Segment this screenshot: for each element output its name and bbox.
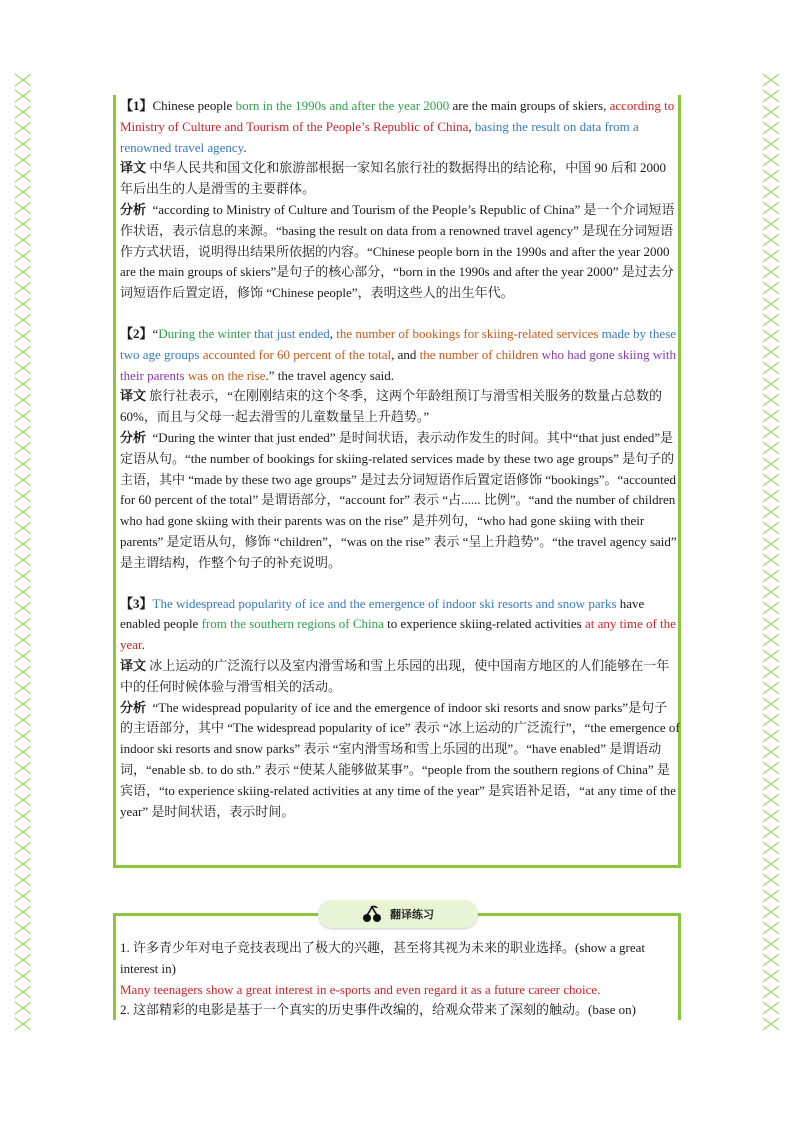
analysis-section-2 (120, 324, 680, 574)
section-number: 【2】 (120, 325, 153, 341)
right-decorative-border (760, 72, 782, 1032)
translation-paragraph (120, 158, 680, 200)
analysis-text: “according to Ministry of Culture and Tourism of the People’s Republic of China” 是一个介词短语作状语，表示信息的来源。“basing the result on data from a renowned travel agency” 是现在分词短语作方式状语，说明得出结果所依据的内容。“Chinese people born in the 1990s and after the year 2000 are the main groups of skiers”是句子的核心部分，“born in the 1990s and after the year 2000” 是过去分词短语作后置定语，修饰 “Chinese people”，表明这些人的出生年代。 (120, 201, 675, 301)
sentence-segment: . (141, 637, 145, 653)
sentence-segment: , and (391, 346, 420, 362)
translation-paragraph (120, 386, 680, 428)
sentence-segment: to experience skiing-related activities (383, 616, 585, 632)
sentence-segment: that just ended (250, 325, 330, 341)
sentence-segment: The widespread popularity of ice and the emergence of indoor ski resorts and snow parks (152, 595, 617, 611)
practice-answer-1: Many teenagers show a great interest in e-sports and even regard it as a future career choice. (120, 981, 601, 997)
analysis-label: 分析 (120, 201, 147, 217)
practice-badge (318, 900, 478, 928)
practice-title: 翻译练习 (390, 908, 434, 921)
translation-label: 译文 (120, 160, 147, 176)
analysis-text: “During the winter that just ended” 是时间状语，表示动作发生的时间。其中“that just ended”是定语从句。“the number of bookings for skiing-related services made by these two age groups” 是句子的主语，其中 “made by these two age groups” 是过去分词短语作后置定语修饰 “bookings”。“accounted for 60 percent of the total” 是谓语部分，“account for” 表示 “占...... 比例”。“and the number of children who had gone skiing with their parents was on the rise” 是并列句，“who had gone skiing with their parents” 是定语从句，修饰 “children”，“was on the rise” 表示 “呈上升趋势”。“the travel agency said” 是主谓结构，作整个句子的补充说明。 (120, 429, 677, 570)
sentence-segment: from the southern regions of China (201, 616, 384, 632)
sentence-segment: Chinese people (152, 98, 236, 113)
sentence-segment: born in the 1990s and after the year 2000 (235, 98, 450, 113)
translation-label: 译文 (120, 657, 147, 673)
translation-text: 中华人民共和国文化和旅游部根据一家知名旅行社的数据得出的结论称，中国 90 后和 2000 年后出生的人是滑雪的主要群体。 (120, 160, 667, 197)
analysis-text: “The widespread popularity of ice and the emergence of indoor ski resorts and snow parks”是句子的主语部分，其中 “The widespread popularity of ice” 表示 “冰上运动的广泛流行”，“the emergence of indoor ski resorts and snow parks” 表示 “室内滑雪场和雪上乐园的出现”。“have enabled” 是谓语动词，“enable sb. to do sth.” 表示 “使某人能够做某事”。“people from the southern regions of China” 是宾语，“to experience skiing-related activities at any time of the year” 是宾语补足语，“at any time of the year” 是时间状语，表示时间。 (120, 699, 680, 819)
analysis-label: 分析 (120, 699, 147, 715)
practice-question-2: 2. 这部精彩的电影是基于一个真实的历史事件改编的，给观众带来了深刻的触动。(base on) (120, 1002, 637, 1018)
sentence-segment: basing the result on data from a renowned travel agency (120, 118, 639, 155)
section-number: 【1】 (120, 98, 153, 113)
sentence-segment: according to Ministry of Culture and Tourism of the People’s Republic of China (120, 98, 675, 134)
sentence-segment: made by these two age groups (120, 325, 677, 362)
sentence-segment: the number of bookings for skiing-related services (336, 325, 599, 341)
translation-text: 旅行社表示，“在刚刚结束的这个冬季，这两个年龄组预订与滑雪相关服务的数量占总数的 60%，而且与父母一起去滑雪的儿童数量呈上升趋势。” (120, 388, 663, 425)
section-number: 【3】 (120, 595, 153, 611)
sentence-segment: “ (152, 325, 159, 341)
practice-content (120, 938, 680, 1021)
sentence-segment: , (329, 325, 337, 341)
analysis-paragraph (120, 200, 680, 304)
cherry-icon (362, 904, 382, 924)
sentence-segment: are the main groups of skiers, (449, 98, 610, 113)
example-sentence (120, 96, 680, 158)
sentence-segment: accounted for 60 percent of the total (199, 346, 392, 362)
analysis-section-3 (120, 594, 680, 823)
sentence-segment: was on the rise (184, 367, 266, 383)
sentence-segment: During the winter (158, 325, 251, 341)
analysis-paragraph (120, 428, 680, 574)
sentence-segment: at any time of the year (120, 616, 676, 653)
analysis-content (120, 96, 680, 822)
sentence-segment: , (468, 118, 475, 134)
practice-question-1: 1. 许多青少年对电子竞技表现出了极大的兴趣，甚至将其视为未来的职业选择。(show a great interest in) (120, 940, 646, 976)
example-sentence (120, 594, 680, 656)
left-decorative-border (12, 72, 34, 1032)
sentence-segment: . (243, 139, 247, 155)
sentence-segment: the number of children (419, 346, 539, 362)
translation-text: 冰上运动的广泛流行以及室内滑雪场和雪上乐园的出现，使中国南方地区的人们能够在一年中的任何时候体验与滑雪相关的活动。 (120, 657, 670, 694)
sentence-segment: .” the travel agency said. (265, 367, 394, 383)
sentence-segment: who had gone skiing with their parents (120, 346, 676, 383)
example-sentence (120, 324, 680, 386)
translation-label: 译文 (120, 388, 147, 404)
analysis-section-1 (120, 96, 680, 304)
sentence-segment: have enabled people (120, 595, 645, 632)
analysis-label: 分析 (120, 429, 147, 445)
translation-paragraph (120, 656, 680, 698)
analysis-paragraph (120, 698, 680, 823)
